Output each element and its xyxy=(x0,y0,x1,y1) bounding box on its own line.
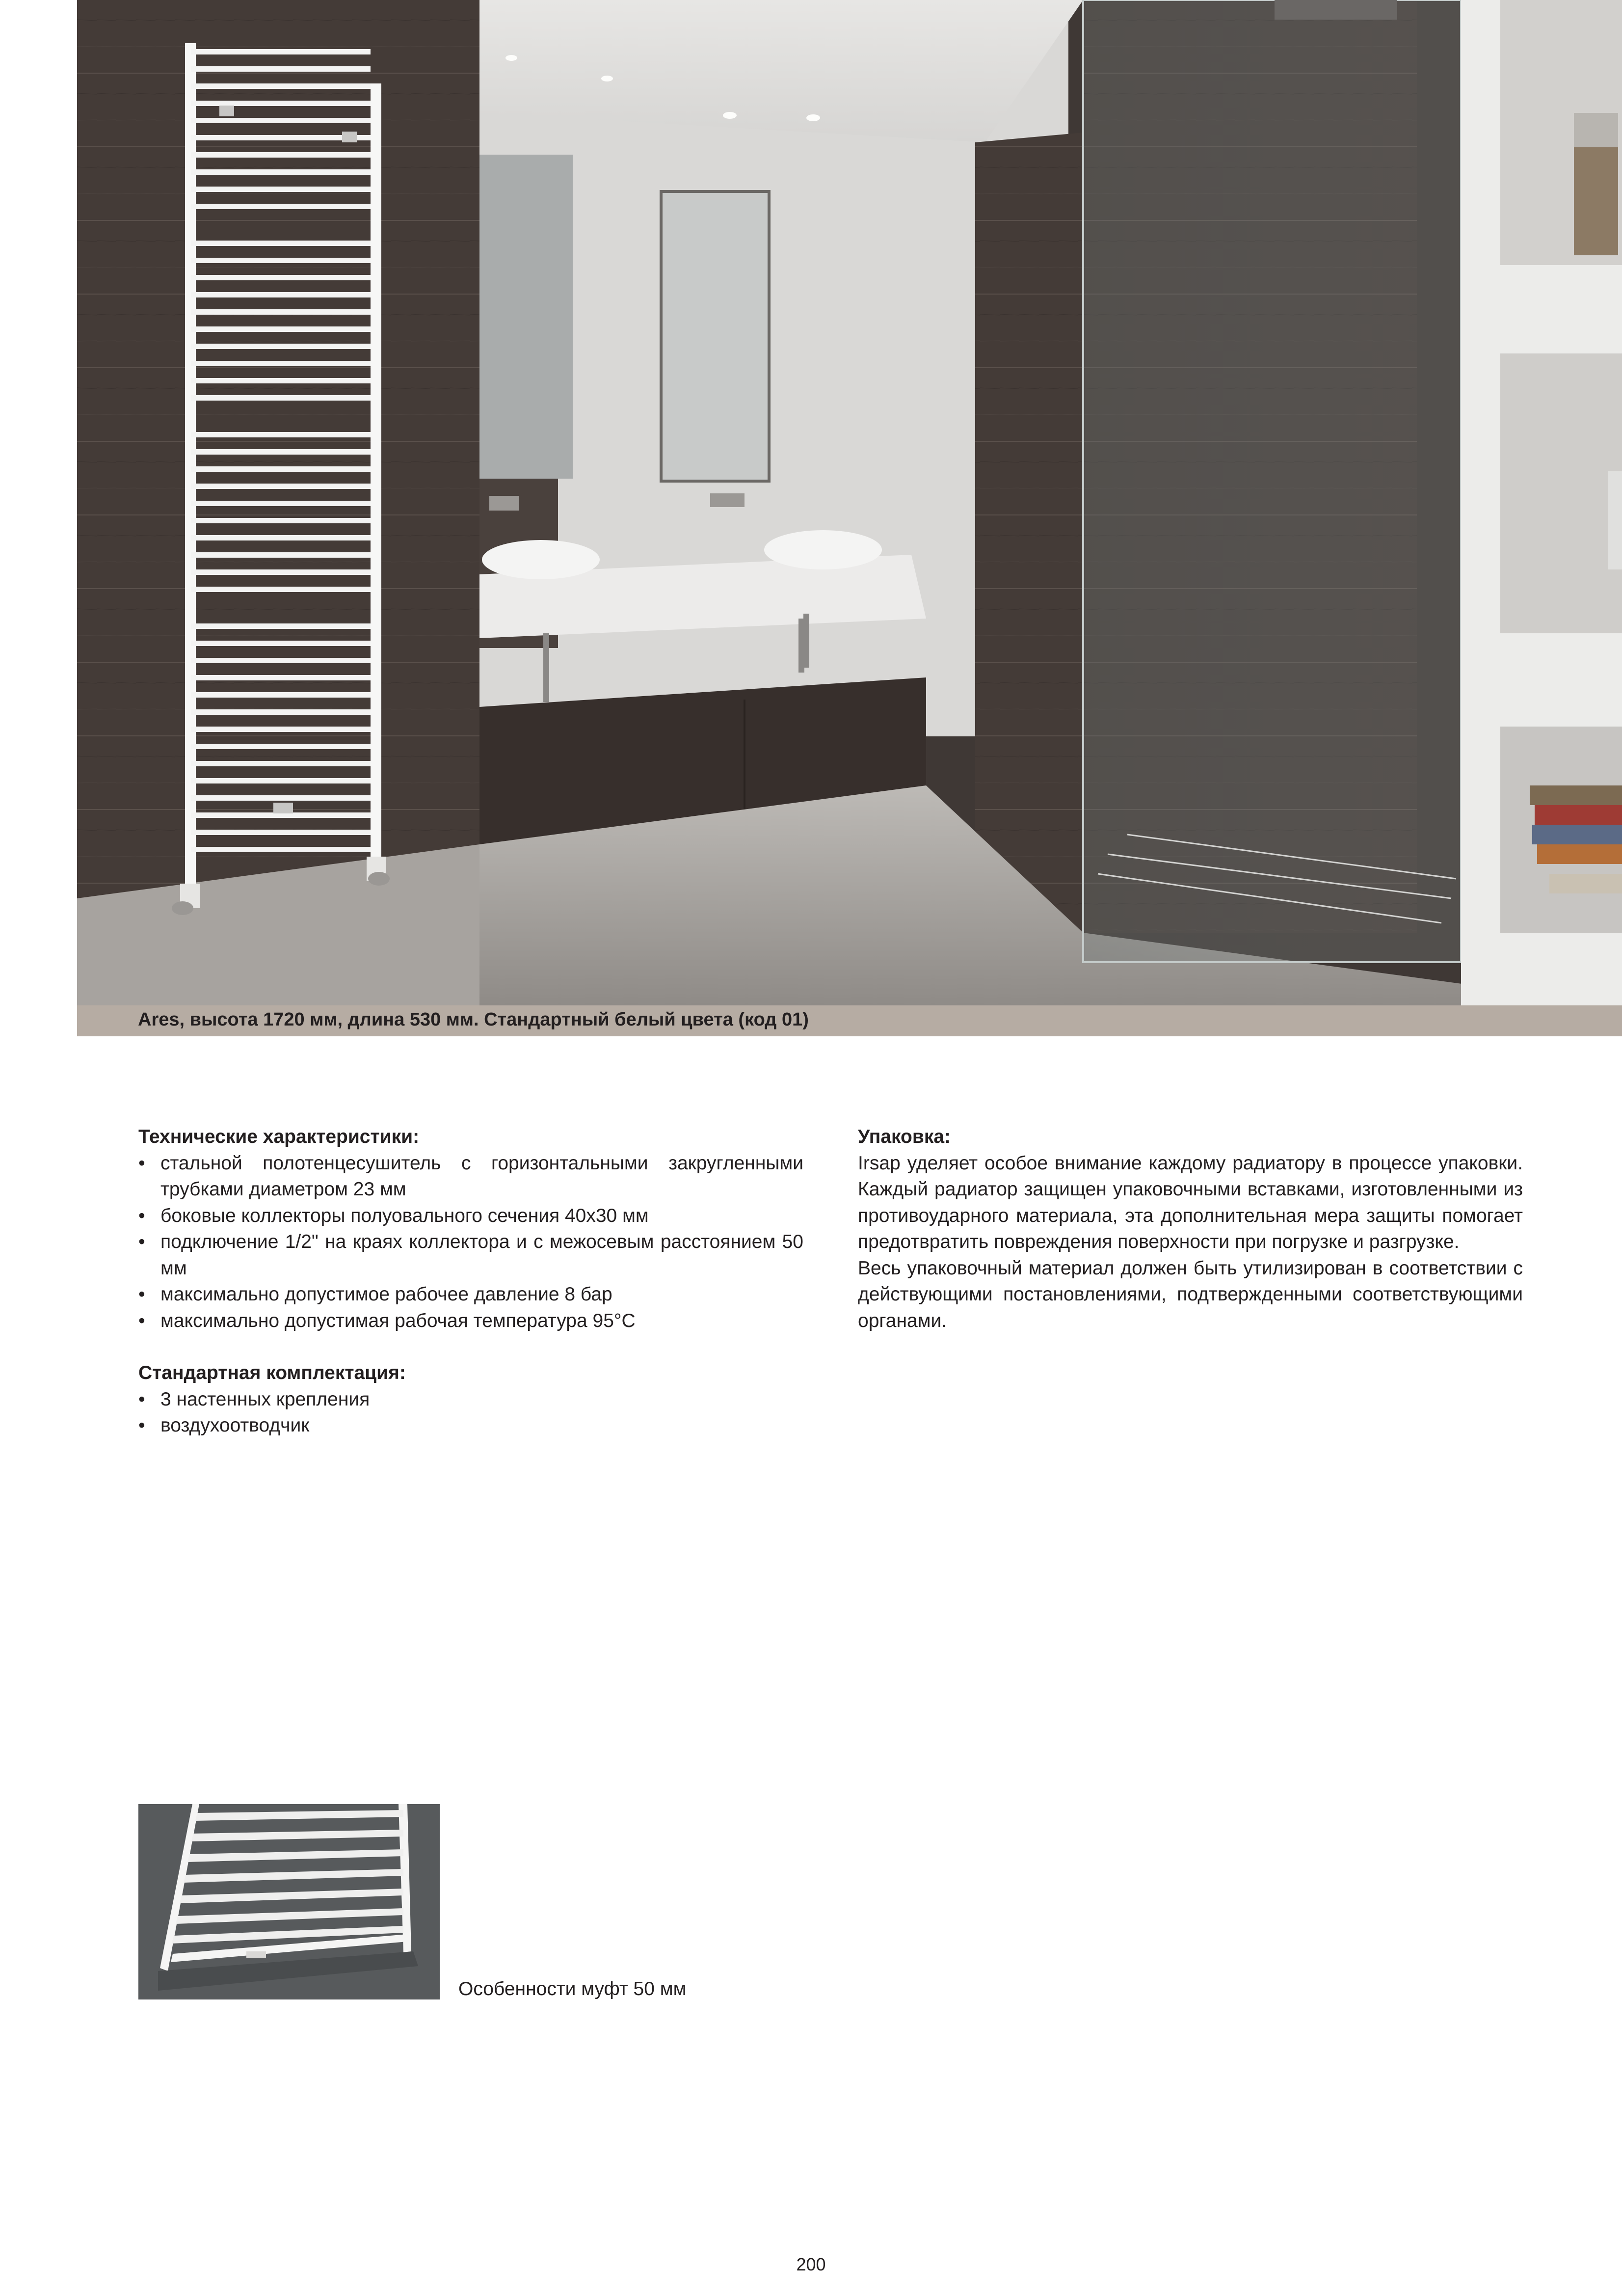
packaging-paragraph: Irsap уделяет особое внимание каждому радиатору в процессе упаковки. Каждый радиатор защищен упаковочными вставками, изготовленными из противоударного материала, эта дополнительная мера защиты помогает предотвратить повреждения поверхности при погрузке и разгрузке. xyxy=(858,1152,1523,1252)
spec-item: • подключение 1/2" на краях коллектора и с межосевым расстоянием 50 мм xyxy=(138,1229,803,1281)
packaging-heading: Упаковка: xyxy=(858,1126,951,1147)
standard-kit-list xyxy=(138,1386,803,1439)
page-number: 200 xyxy=(796,2254,826,2274)
kit-item: • 3 настенных крепления xyxy=(138,1386,803,1413)
detail-caption: Особенности муфт 50 мм xyxy=(458,1978,687,1999)
spec-item: • боковые коллекторы полуовального сечения 40x30 мм xyxy=(138,1203,803,1229)
kit-item: • воздухоотводчик xyxy=(138,1412,803,1439)
specs-heading: Технические характеристики: xyxy=(138,1126,420,1147)
specs-list xyxy=(138,1150,803,1334)
hero-photo xyxy=(77,0,1622,1005)
packaging-paragraph: Весь упаковочный материал должен быть утилизирован в соответствии с действующими постановлениями, подтвержденными соответствующими органами. xyxy=(858,1257,1523,1331)
standard-kit-heading: Стандартная комплектация: xyxy=(138,1362,406,1383)
hero-caption: Ares, высота 1720 мм, длина 530 мм. Стандартный белый цвета (код 01) xyxy=(138,1009,809,1030)
hero-caption-bar xyxy=(77,1005,1622,1036)
packaging-column xyxy=(858,1124,1523,1334)
spec-item: • максимально допустимая рабочая температура 95°C xyxy=(138,1308,803,1334)
spec-item: • максимально допустимое рабочее давление 8 бар xyxy=(138,1281,803,1308)
spec-item: • стальной полотенцесушитель с горизонтальными закругленными трубками диаметром 23 мм xyxy=(138,1150,803,1203)
specs-column xyxy=(138,1124,803,1439)
connection-detail-image xyxy=(138,1804,440,1999)
